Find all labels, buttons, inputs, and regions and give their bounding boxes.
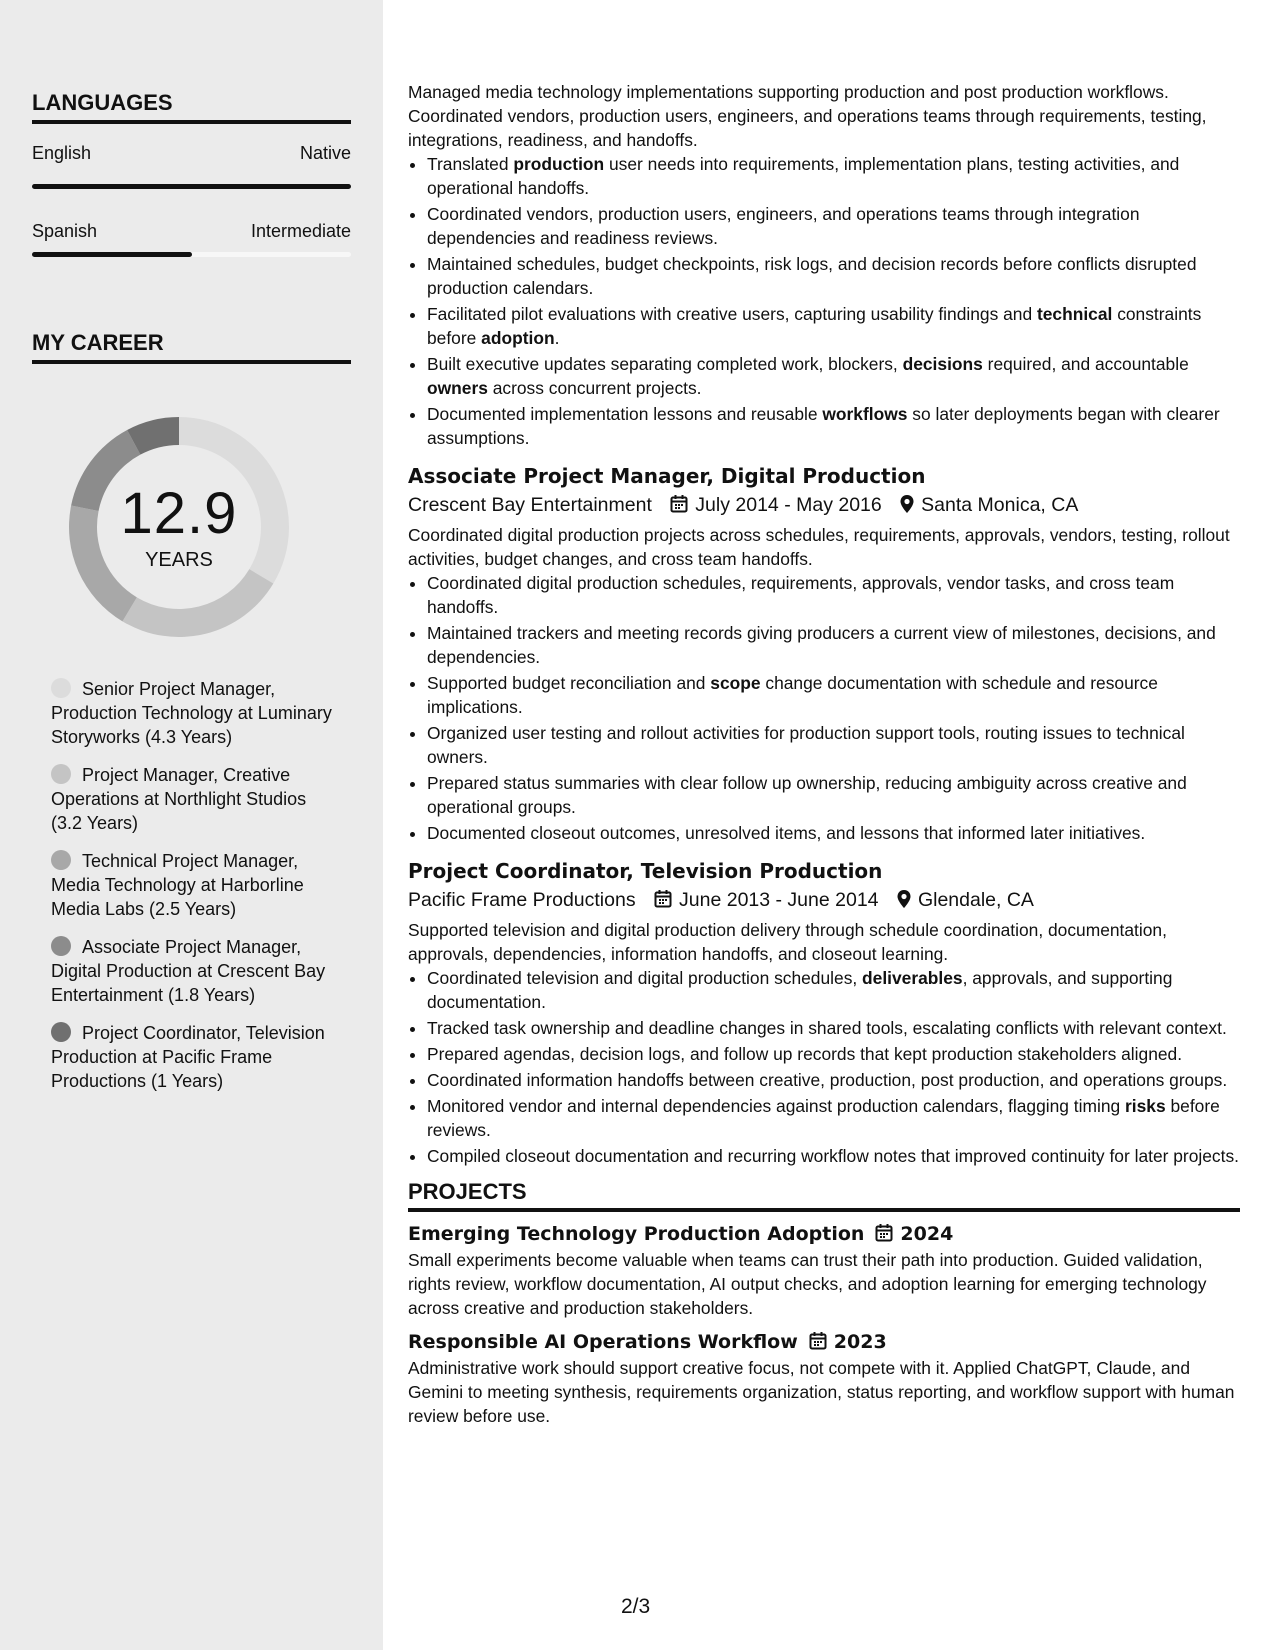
project-year: 2024 (900, 1223, 954, 1245)
job-dates: June 2013 - June 2014 (679, 889, 879, 911)
sidebar (0, 0, 383, 1650)
project-title-row (408, 1220, 1240, 1248)
bullet-item: • Built executive updates separating completed work, blockers, decisions required, and accountable owners across concurrent projects. (427, 352, 1240, 400)
project-title: Emerging Technology Production Adoption (408, 1223, 865, 1245)
job-location: Santa Monica, CA (921, 494, 1079, 516)
company-name: Crescent Bay Entertainment (408, 494, 652, 516)
map-pin-icon (899, 494, 915, 514)
career-legend-item (51, 1021, 341, 1093)
legend-color-dot (51, 850, 71, 870)
career-total-years: 12.9 (120, 481, 238, 546)
language-proficiency-fill (32, 252, 192, 257)
legend-label: Project Manager, Creative Operations at Northlight Studios (3.2 Years) (51, 765, 307, 833)
bullet-item: • Coordinated information handoffs between creative, production, post production, and operations groups. (427, 1068, 1240, 1092)
job-bullets (408, 571, 1240, 845)
calendar-icon (874, 1223, 894, 1243)
calendar-icon (653, 889, 673, 909)
bullet-item: • Maintained trackers and meeting records giving producers a current view of milestones, decisions, and dependencies. (427, 621, 1240, 669)
bullet-item: • Coordinated digital production schedules, requirements, approvals, vendor tasks, and cross team handoffs. (427, 571, 1240, 619)
page-number: 2/3 (621, 1595, 651, 1618)
language-name: English (32, 143, 92, 163)
bullet-item: • Translated production user needs into requirements, implementation plans, testing activities, and operational handoffs. (427, 152, 1240, 200)
calendar-icon (808, 1331, 828, 1351)
project-description: Administrative work should support creative focus, not compete with it. Applied ChatGPT, Claude, and Gemini to meeting synthesis, requirements organization, status reporting, and workflow support with human review before use. (408, 1358, 1235, 1426)
main-content (408, 80, 1240, 1428)
bullet-item: • Documented closeout outcomes, unresolved items, and lessons that informed later initiatives. (427, 821, 1240, 845)
project-description: Small experiments become valuable when teams can trust their path into production. Guided validation, rights review, workflow documentation, AI output checks, and adoption learning for emerging technology across creative and production stakeholders. (408, 1250, 1207, 1318)
language-name: Spanish (32, 221, 98, 241)
map-pin-icon (896, 889, 912, 909)
job-dates: July 2014 - May 2016 (695, 494, 882, 516)
legend-label: Senior Project Manager, Production Technology at Luminary Storyworks (4.3 Years) (51, 679, 332, 747)
language-level: Native (299, 143, 351, 163)
calendar-icon (669, 494, 689, 514)
job-title: Associate Project Manager, Digital Production (408, 464, 926, 488)
languages-heading: LANGUAGES (32, 90, 351, 124)
language-proficiency-bar (32, 252, 351, 257)
bullet-item: • Monitored vendor and internal dependencies against production calendars, flagging timing risks before reviews. (427, 1094, 1240, 1142)
project-title-row (408, 1328, 1240, 1356)
bullet-item: • Coordinated television and digital production schedules, deliverables, approvals, and supporting documentation. (427, 966, 1240, 1014)
bullet-item: • Maintained schedules, budget checkpoints, risk logs, and decision records before conflicts disrupted production calendars. (427, 252, 1240, 300)
bullet-item: • Organized user testing and rollout activities for production support tools, routing issues to technical owners. (427, 721, 1240, 769)
job-title: Project Coordinator, Television Production (408, 859, 883, 883)
company-name: Pacific Frame Productions (408, 889, 636, 911)
project-title: Responsible AI Operations Workflow (408, 1331, 798, 1353)
career-legend-item (51, 763, 341, 835)
bullet-item: • Supported budget reconciliation and scope change documentation with schedule and resource implications. (427, 671, 1240, 719)
career-legend-item (51, 677, 341, 749)
projects-heading: PROJECTS (408, 1180, 1240, 1212)
job-summary: Coordinated digital production projects across schedules, requirements, approvals, vendors, testing, rollout activities, budget changes, and cross team handoffs. (408, 525, 1230, 569)
bullet-item: • Compiled closeout documentation and recurring workflow notes that improved continuity for later projects. (427, 1144, 1240, 1168)
bullet-item: • Prepared agendas, decision logs, and follow up records that kept production stakeholders aligned. (427, 1042, 1240, 1066)
bullet-item: • Documented implementation lessons and reusable workflows so later deployments began with clearer assumptions. (427, 402, 1240, 450)
legend-color-dot (51, 1022, 71, 1042)
career-legend-item (51, 849, 341, 921)
bullet-item: • Tracked task ownership and deadline changes in shared tools, escalating conflicts with relevant context. (427, 1016, 1240, 1040)
legend-label: Associate Project Manager, Digital Production at Crescent Bay Entertainment (1.8 Years) (51, 937, 326, 1005)
language-proficiency-bar (32, 184, 351, 189)
bullet-item: • Prepared status summaries with clear follow up ownership, reducing ambiguity across creative and operational groups. (427, 771, 1240, 819)
language-proficiency-fill (32, 184, 351, 189)
job-bullets (408, 966, 1240, 1168)
legend-color-dot (51, 678, 71, 698)
job-location: Glendale, CA (917, 889, 1034, 911)
language-level: Intermediate (250, 221, 351, 241)
legend-label: Project Coordinator, Television Production at Pacific Frame Productions (1 Years) (51, 1023, 325, 1091)
legend-label: Technical Project Manager, Media Technology at Harborline Media Labs (2.5 Years) (51, 851, 304, 919)
job-meta (408, 490, 1240, 520)
project-year: 2023 (833, 1331, 887, 1353)
job-meta (408, 885, 1240, 915)
career-heading: MY CAREER (32, 330, 351, 364)
job-summary: Supported television and digital production delivery through schedule coordination, documentation, approvals, dependencies, information handoffs, and closeout learning. (408, 920, 1167, 964)
career-legend-item (51, 935, 341, 1007)
experience-summary: Managed media technology implementations supporting production and post production workflows. Coordinated vendors, production users, engineers, and operations teams through requirements, testing, integrations, readiness, and handoffs. (408, 82, 1207, 150)
legend-color-dot (51, 764, 71, 784)
legend-color-dot (51, 936, 71, 956)
career-total-unit: YEARS (145, 549, 213, 571)
donut-segment (122, 569, 273, 637)
experience-bullets (408, 152, 1240, 450)
bullet-item: • Coordinated vendors, production users, engineers, and operations teams through integration dependencies and readiness reviews. (427, 202, 1240, 250)
bullet-item: • Facilitated pilot evaluations with creative users, capturing usability findings and technical constraints before adoption. (427, 302, 1240, 350)
